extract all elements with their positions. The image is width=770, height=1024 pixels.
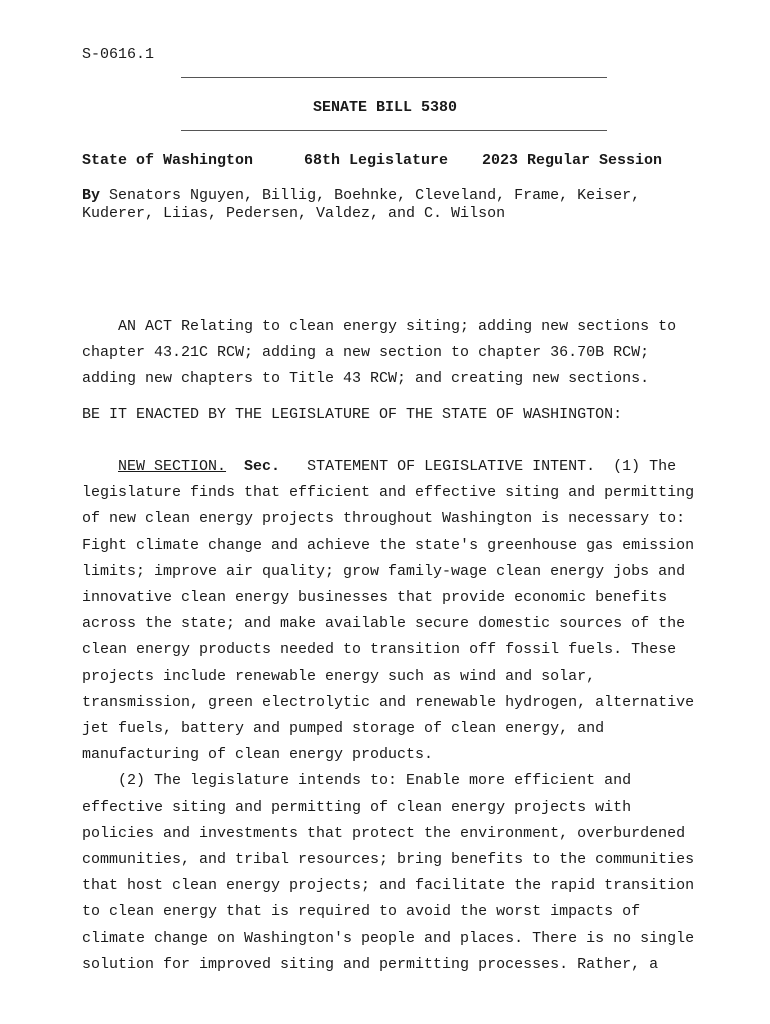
section-intent [82,454,712,978]
section-line: of new clean energy projects throughout Washington is necessary to: [82,510,686,528]
section-line: legislature finds that efficient and effective siting and permitting [82,484,695,502]
section-line: transmission, green electrolytic and renewable hydrogen, alternative [82,693,695,711]
act-line: chapter 43.21C RCW; adding a new section to chapter 36.70B RCW; [82,344,650,362]
section-heading-line: NEW SECTION. Sec. STATEMENT OF LEGISLATIVE INTENT. (1) The [118,458,677,475]
section-line: jet fuels, battery and pumped storage of clean energy, and [82,720,605,738]
section-line: policies and investments that protect the environment, overburdened [82,824,686,842]
header-legislature: 68th Legislature [304,152,449,169]
header-session: 2023 Regular Session [482,152,663,169]
bill-title: SENATE BILL 5380 [312,99,458,116]
section-line: manufacturing of clean energy products. [82,746,434,764]
sponsors-by-label: By [82,187,101,204]
section-line: innovative clean energy businesses that provide economic benefits [82,589,668,607]
header-state: State of Washington [82,152,254,169]
new-section-label: NEW SECTION. [118,458,227,475]
sponsors-line-2: Kuderer, Liias, Pedersen, Valdez, and C. Wilson [82,205,506,222]
act-line: adding new chapters to Title 43 RCW; and creating new sections. [82,370,650,388]
section-line: solution for improved siting and permitting processes. Rather, a [82,955,659,973]
section-line: climate change on Washington's people and places. There is no single [82,929,695,947]
section-line: across the state; and make available secure domestic sources of the [82,615,686,633]
section-line: projects include renewable energy such as wind and solar, [82,667,596,685]
sponsors-names-1: Senators Nguyen, Billig, Boehnke, Cleveland, Frame, Keiser, [109,187,641,204]
act-title [82,314,712,393]
act-line: AN ACT Relating to clean energy siting; adding new sections to [118,318,677,335]
section-line: communities, and tribal resources; bring benefits to the communities [82,851,695,869]
enacting-clause: BE IT ENACTED BY THE LEGISLATURE OF THE STATE OF WASHINGTON: [82,406,623,423]
section-line: limits; improve air quality; grow family-wage clean energy jobs and [82,562,686,580]
section-line: Fight climate change and achieve the state's greenhouse gas emission [82,536,695,554]
document-id: S-0616.1 [82,46,155,63]
title-rule-bottom [181,130,607,131]
section-line: that host clean energy projects; and facilitate the rapid transition [82,877,695,895]
sponsors-line-1 [82,187,640,204]
sec-label: Sec. [244,458,281,475]
section-line: effective siting and permitting of clean energy projects with [82,798,632,816]
section-line: (2) The legislature intends to: Enable more efficient and [118,772,632,790]
title-rule-top [181,77,607,78]
section-line: clean energy products needed to transition off fossil fuels. These [82,641,677,659]
section-line: to clean energy that is required to avoid the worst impacts of [82,903,641,921]
